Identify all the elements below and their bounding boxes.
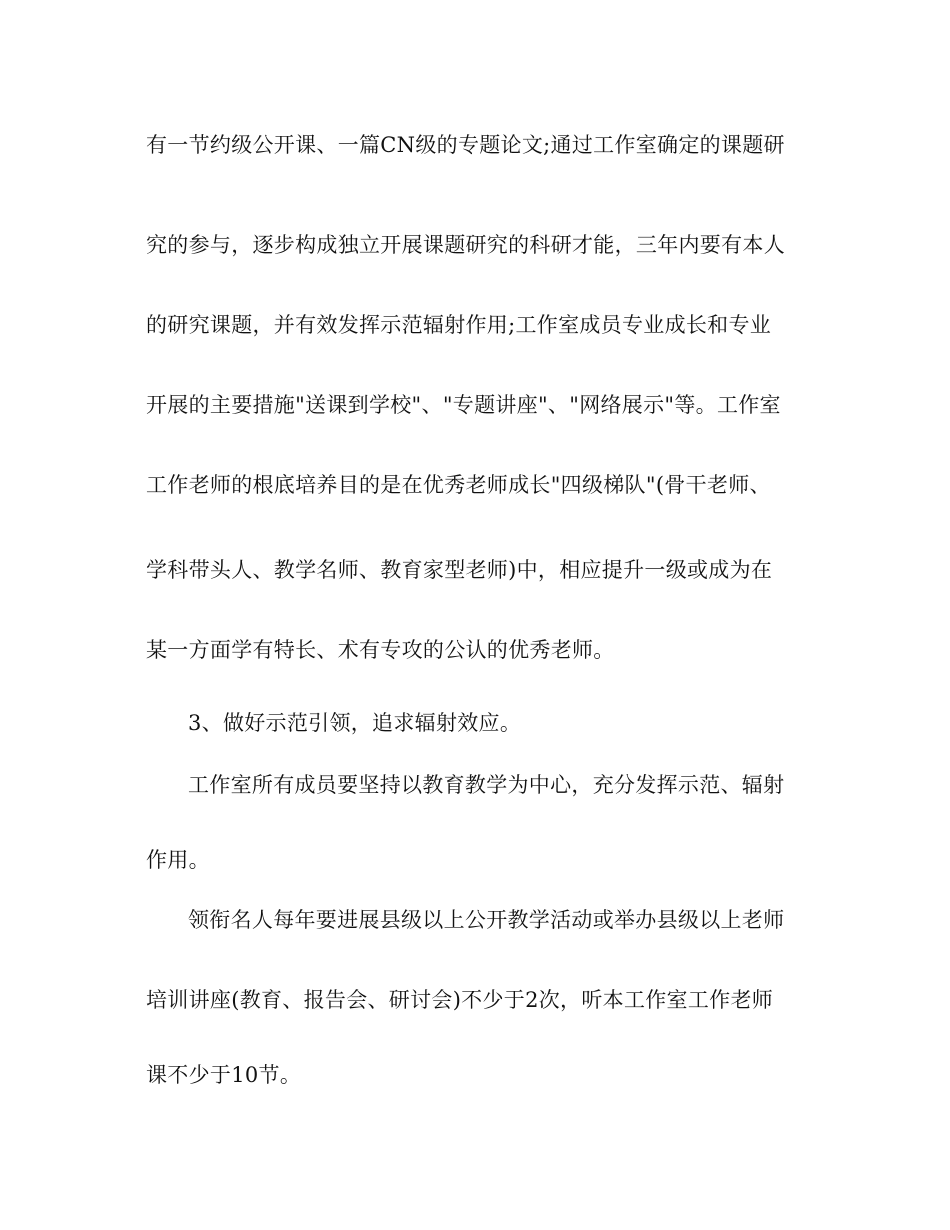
paragraph-3-line-2: 作用。	[146, 848, 210, 872]
section-heading-3: 3、做好示范引领，追求辐射效应。	[188, 711, 522, 735]
paragraph-4-line-3: 课不少于10节。	[146, 1063, 302, 1087]
paragraph-3-line-1: 工作室所有成员要坚持以教育教学为中心，充分发挥示范、辐射	[188, 773, 785, 797]
paragraph-1-line-4: 开展的主要措施"送课到学校"、"专题讲座"、"网络展示"等。工作室	[146, 393, 781, 417]
paragraph-1-line-1: 有一节约级公开课、一篇CN级的专题论文;通过工作室确定的课题研	[146, 133, 785, 157]
paragraph-1-line-5: 工作老师的根底培养目的是在优秀老师成长"四级梯队"(骨干老师、	[146, 473, 771, 497]
paragraph-1-line-2: 究的参与，逐步构成独立开展课题研究的科研才能，三年内要有本人	[146, 233, 785, 257]
paragraph-1-line-3: 的研究课题，并有效发挥示范辐射作用;工作室成员专业成长和专业	[146, 313, 772, 337]
paragraph-4-line-1: 领衔名人每年要进展县级以上公开教学活动或举办县级以上老师	[188, 908, 785, 932]
paragraph-1-line-7: 某一方面学有特长、术有专攻的公认的优秀老师。	[146, 638, 615, 662]
paragraph-1-line-6: 学科带头人、教学名师、教育家型老师)中，相应提升一级或成为在	[146, 558, 773, 582]
paragraph-4-line-2: 培训讲座(教育、报告会、研讨会)不少于2次，听本工作室工作老师	[146, 988, 774, 1012]
